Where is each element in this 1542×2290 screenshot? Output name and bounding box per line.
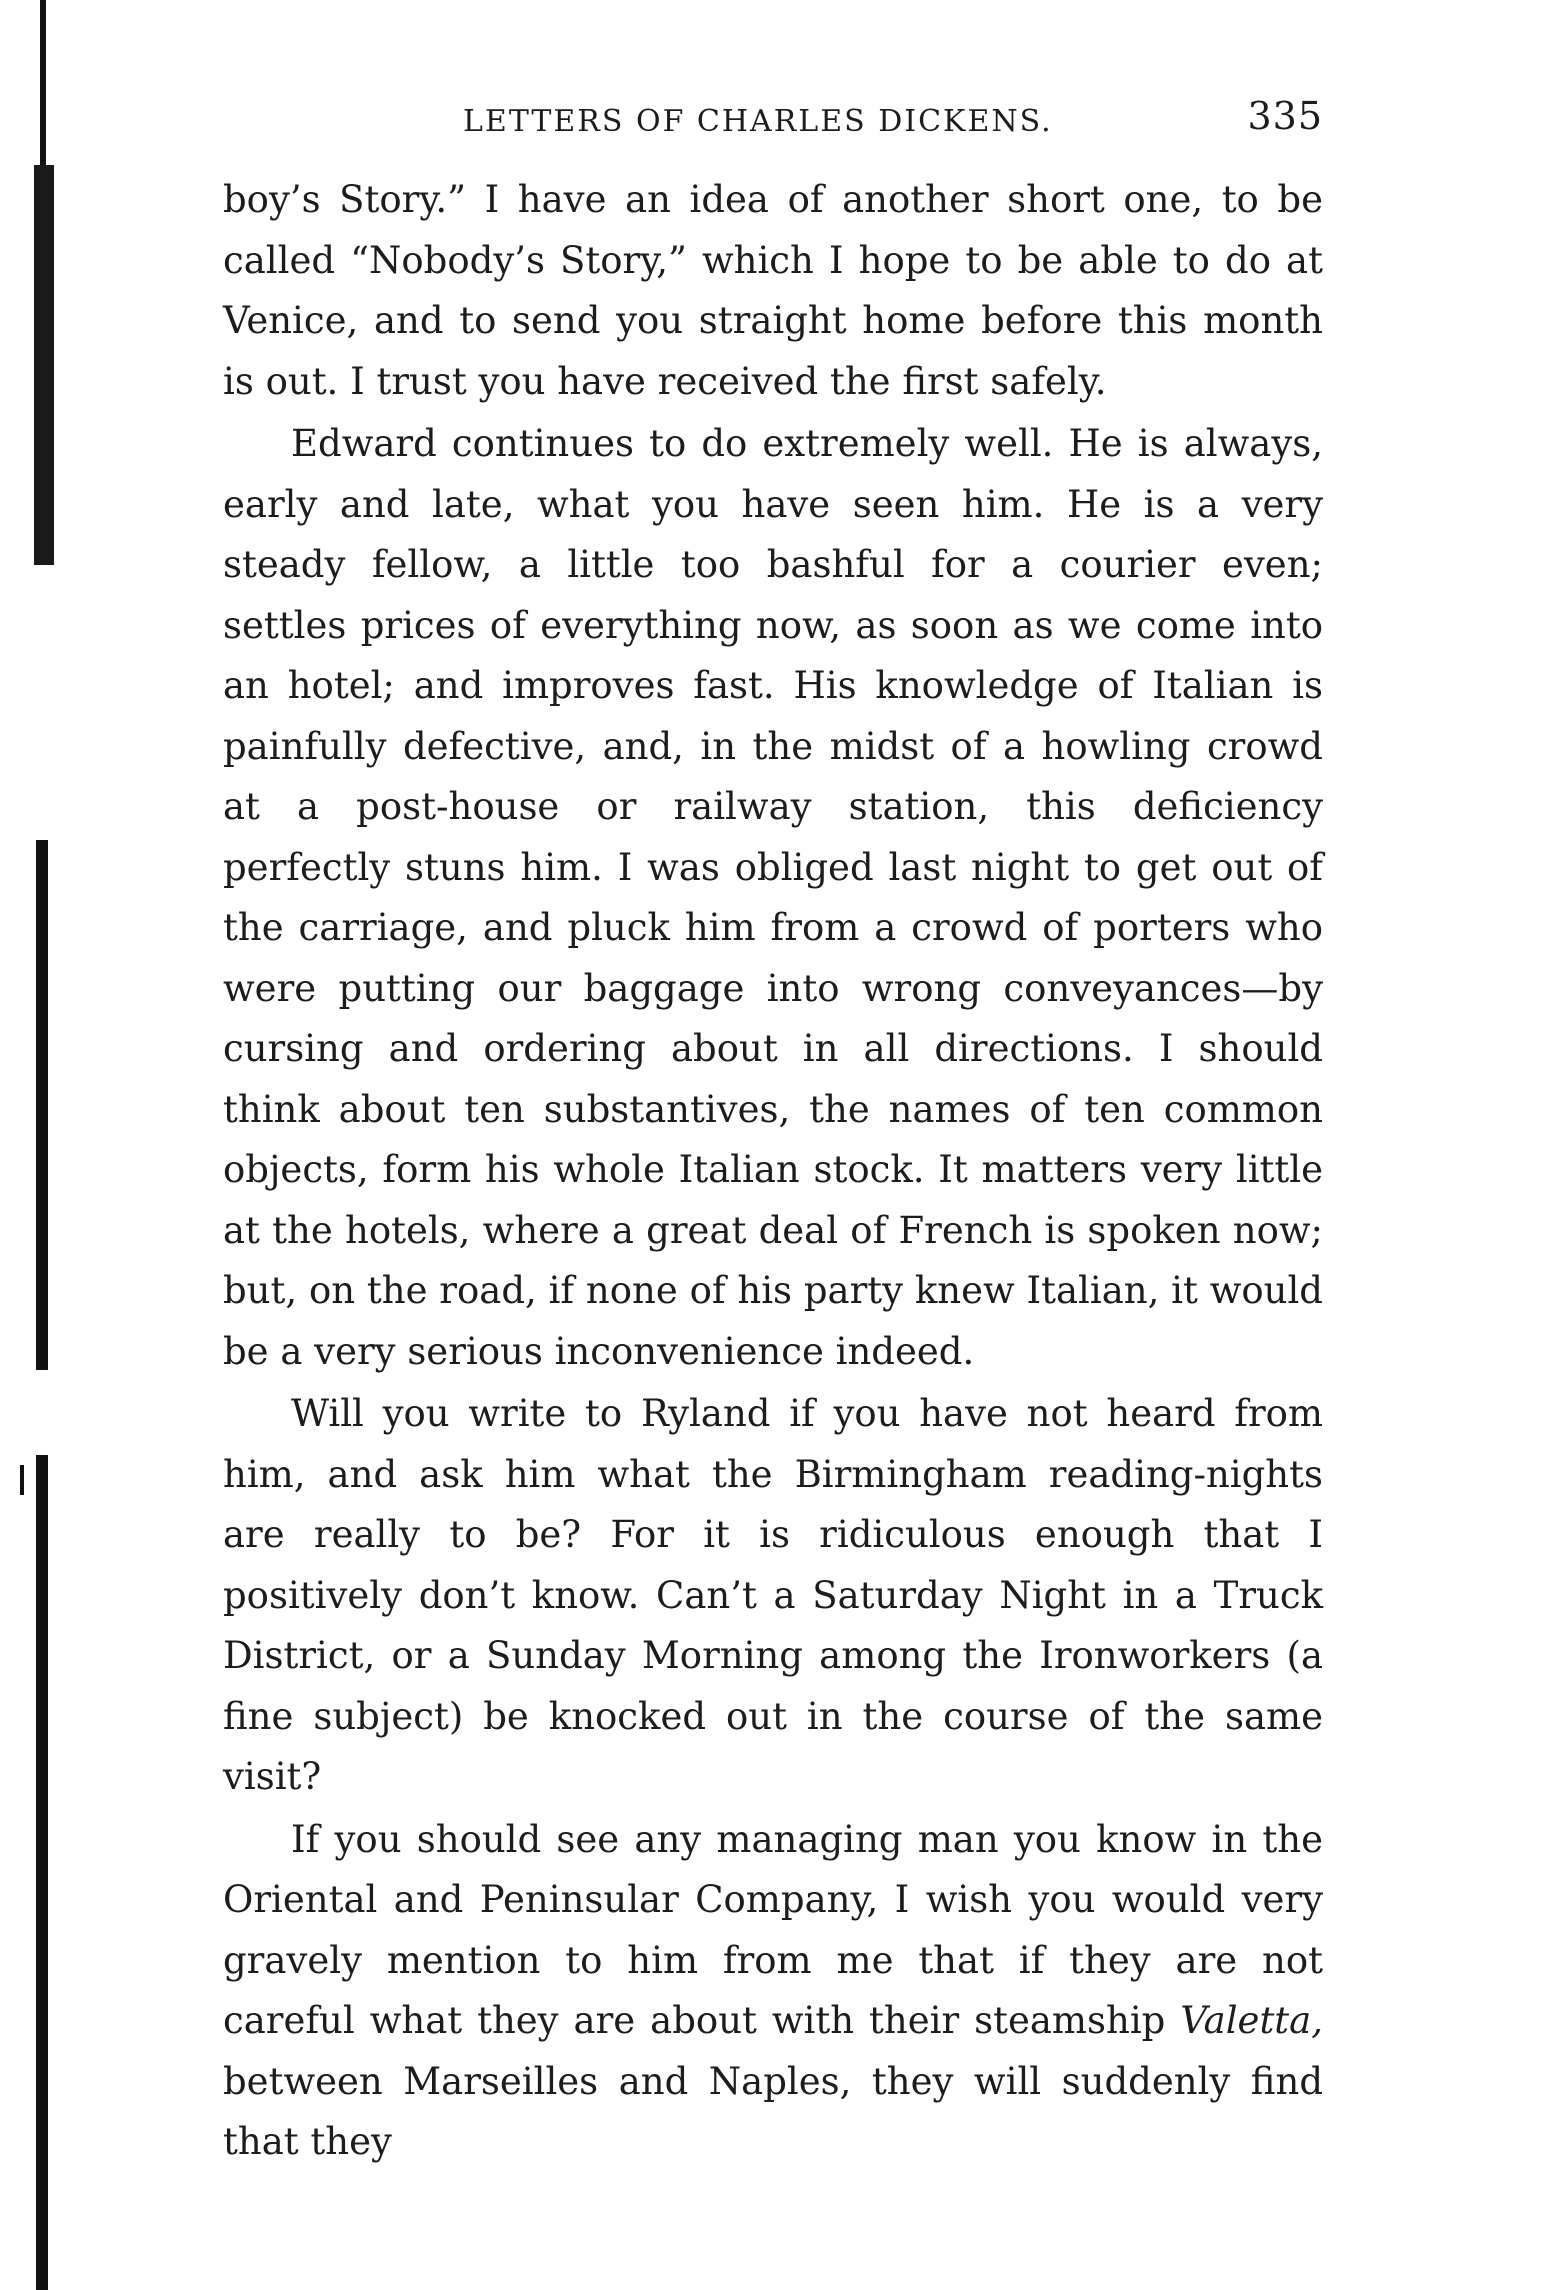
paragraph <box>223 170 1323 412</box>
paragraph <box>223 1384 1323 1808</box>
italic-text: Valetta, <box>1180 1999 1323 2042</box>
scan-edge-mark <box>40 0 46 190</box>
paragraph-text: Edward continues to do extremely well. He is always, early and late, what you have seen him. He is a very steady fellow, a little too bashful for a courier even; settles prices of everything now, as soon as we come into an hotel; and improves fast. His knowledge of Italian is painfully defective, and, in the midst of a howling crowd at a post-house or railway station, this deficiency perfectly stuns him. I was obliged last night to get out of the carriage, and pluck him from a crowd of porters who were putting our baggage into wrong conveyances—by cursing and ordering about in all directions. I should think about ten substantives, the names of ten common objects, form his whole Italian stock. It matters very little at the hotels, where a great deal of French is spoken now; but, on the road, if none of his party knew Italian, it would be a very serious inconvenience indeed. <box>223 422 1323 1373</box>
scan-edge-mark <box>34 165 54 565</box>
body-text <box>223 170 1323 2173</box>
scan-edge-mark <box>36 840 48 1370</box>
page-number: 335 <box>1247 94 1323 138</box>
scan-edge-mark <box>20 1465 24 1495</box>
paragraph-text: If you should see any managing man you know in the Oriental and Peninsular Company, I wish you would very gravely mention to him from me that if they are not careful what they are about with their steamship <box>223 1817 1323 2042</box>
paragraph <box>223 414 1323 1382</box>
running-head <box>223 90 1323 170</box>
paragraph <box>223 1810 1323 2173</box>
scan-edge-mark <box>36 1455 48 2290</box>
paragraph-text: boy’s Story.” I have an idea of another short one, to be called “Nobody’s Story,” which I hope to be able to do at Venice, and to send you straight home before this month is out. I trust you have received the first safely. <box>223 178 1323 403</box>
book-page <box>223 90 1323 2173</box>
paragraph-text: between Marseilles and Naples, they will suddenly find that they <box>223 2059 1323 2163</box>
running-head-title: LETTERS OF CHARLES DICKENS. <box>463 104 1053 139</box>
paragraph-text: Will you write to Ryland if you have not heard from him, and ask him what the Birmingham reading-nights are really to be? For it is ridiculous enough that I positively don’t know. Can’t a Saturday Night in a Truck District, or a Sunday Morning among the Ironworkers (a fine subject) be knocked out in the course of the same visit? <box>223 1392 1323 1798</box>
